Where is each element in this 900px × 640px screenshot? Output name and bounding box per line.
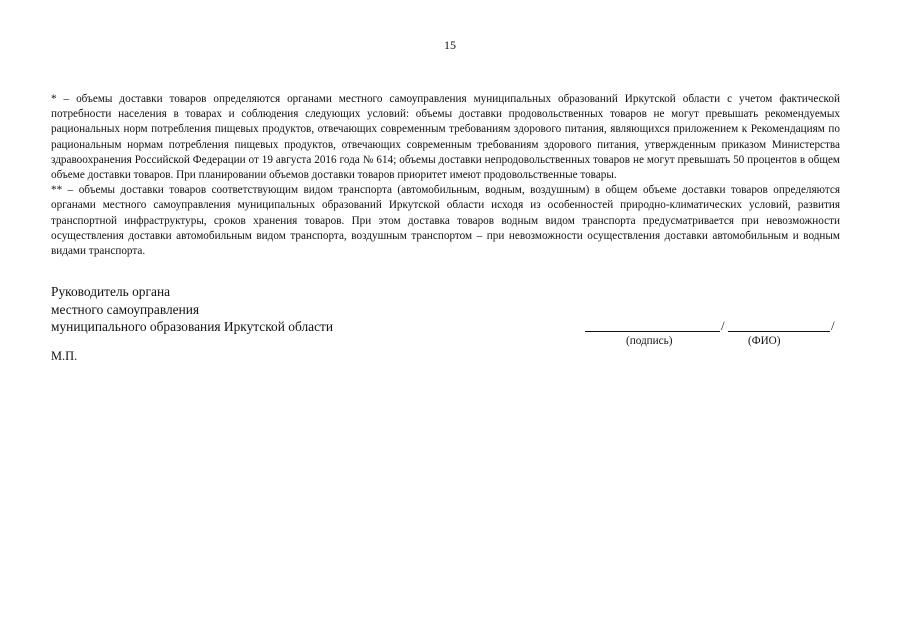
signatory-title-line-3: муниципального образования Иркутской области	[51, 319, 334, 334]
name-underline	[728, 331, 830, 332]
footnotes	[51, 92, 840, 259]
signature-field	[585, 316, 837, 334]
signatory-title-line-2: местного самоуправления	[51, 301, 200, 317]
signatory-title	[51, 283, 333, 336]
stamp-place: М.П.	[51, 349, 78, 363]
footnote-single-asterisk: * – объемы доставки товаров определяются органами местного самоуправления муниципальных образований Иркутской области с учетом фактической потребности населения в товарах и соблюдения следующих условий: объемы доставки продовольственных товаров не могут превышать рекомендуемых рациональных норм потребления пищевых продуктов, отвечающих современным требованиям здорового питания, являющихся приложением к Рекомендациям по рациональным нормам потребления пищевых продуктов, отвечающих современным требованиям здорового питания, утвержденным приказом Министерства здравоохранения Российской Федерации от 19 августа 2016 года № 614; объемы доставки непродовольственных товаров не могут превышать 50 процентов в общем объеме доставки товаров. При планировании объемов доставки товаров приоритет имеют продовольственные товары.	[51, 93, 840, 182]
signature-caption: (подпись)	[626, 335, 673, 347]
signature-separator: /	[721, 318, 725, 333]
footnote-double-asterisk: ** – объемы доставки товаров соответствующим видом транспорта (автомобильным, водным, воздушным) в общем объеме доставки товаров определяются органами местного самоуправления муниципальных образований Иркутской области исходя из особенностей природно-климатических условий, развития транспортной инфраструктуры, сроков хранения товаров. При этом доставка товаров водным видом транспорта предусматривается при невозможности осуществления доставки автомобильным видом транспорта, воздушным транспортом – при невозможности осуществления доставки автомобильным и водным видами транспорта.	[51, 184, 840, 258]
page-number: 15	[444, 38, 456, 52]
name-caption: (ФИО)	[748, 335, 781, 347]
name-separator: /	[831, 318, 835, 333]
signature-underline	[585, 331, 720, 332]
signatory-title-line-1: Руководитель органа	[51, 284, 171, 299]
